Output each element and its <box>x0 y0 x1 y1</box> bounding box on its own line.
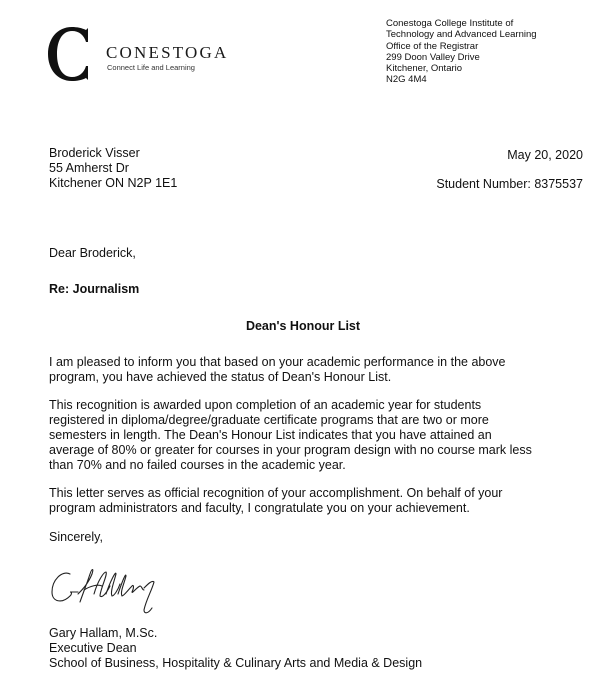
paragraph-line: I am pleased to inform you that based on your academic performance in the above <box>49 355 506 369</box>
conestoga-c-logo-icon <box>46 26 92 82</box>
institution-address-line: Kitchener, Ontario <box>386 63 463 75</box>
institution-address <box>386 18 537 86</box>
greeting: Dear Broderick, <box>49 246 136 260</box>
letter-date: May 20, 2020 <box>507 148 583 162</box>
paragraph-line: program administrators and faculty, I congratulate you on your achievement. <box>49 501 470 515</box>
logo-wordmark: CONESTOGA <box>106 43 229 62</box>
signer-block <box>49 626 422 671</box>
closing: Sincerely, <box>49 530 103 544</box>
recipient-name: Broderick Visser <box>49 146 140 160</box>
recipient-street: 55 Amherst Dr <box>49 161 129 175</box>
paragraph-line: This letter serves as official recognition of your accomplishment. On behalf of your <box>49 486 503 500</box>
body-paragraph <box>49 486 569 516</box>
institution-address-line: Conestoga College Institute of <box>386 18 514 29</box>
institution-address-line: Office of the Registrar <box>386 40 479 52</box>
signer-title: Executive Dean <box>49 641 137 655</box>
body-paragraph <box>49 355 569 385</box>
institution-address-line: 299 Doon Valley Drive <box>386 51 480 63</box>
logo-tagline: Connect Life and Learning <box>107 63 195 72</box>
recipient-address <box>49 146 177 191</box>
paragraph-line: This recognition is awarded upon completion of an academic year for students <box>49 398 482 412</box>
paragraph-line: program, you have achieved the status of Dean's Honour List. <box>49 370 392 384</box>
paragraph-line: average of 80% or greater for courses in your program design with no course mark less <box>49 443 532 457</box>
handwritten-signature-icon <box>48 560 168 616</box>
paragraph-line: semesters in length. The Dean's Honour List indicates that you have attained an <box>49 428 492 442</box>
institution-address-line: Technology and Advanced Learning <box>386 29 537 41</box>
recipient-city: Kitchener ON N2P 1E1 <box>49 176 178 190</box>
letter-heading: Dean's Honour List <box>245 319 361 333</box>
institution-address-line: N2G 4M4 <box>386 74 427 86</box>
paragraph-line: registered in diploma/degree/graduate certificate programs that are two or more <box>49 413 489 427</box>
student-number: Student Number: 8375537 <box>436 177 583 191</box>
signer-school: School of Business, Hospitality & Culinary Arts and Media & Design <box>49 656 423 670</box>
paragraph-line: than 70% and no failed courses in the academic year. <box>49 458 346 472</box>
body-paragraph <box>49 398 569 473</box>
subject-line: Re: Journalism <box>49 282 140 296</box>
signer-name: Gary Hallam, M.Sc. <box>49 626 158 640</box>
